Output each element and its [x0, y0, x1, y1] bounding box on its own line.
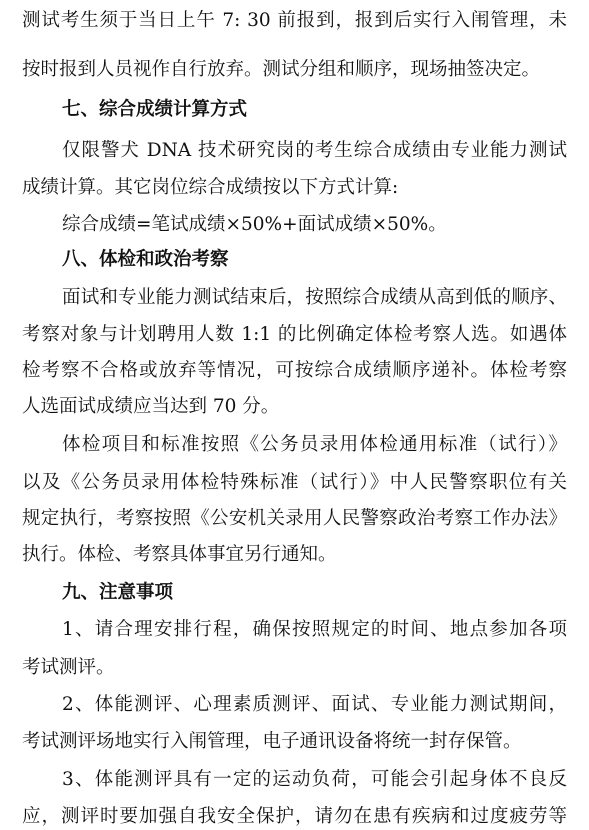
paragraph-line: 3、体能测评具有一定的运动负荷，可能会引起身体不良反 — [62, 769, 567, 790]
paragraph-line: 规定执行，考察按照《公安机关录用人民警察政治考察工作办法》 — [22, 508, 567, 529]
paragraph-line: 考察对象与计划聘用人数 1:1 的比例确定体检考察人选。如遇体 — [22, 324, 567, 345]
section-heading: 八、体检和政治考察 — [62, 249, 229, 270]
paragraph-line: 考试测评。 — [22, 657, 115, 678]
paragraph-line: 执行。体检、考察具体事宜另行通知。 — [22, 544, 337, 565]
paragraph-line: 测试考生须于当日上午 7: 30 前报到，报到后实行入闱管理，未 — [22, 10, 567, 31]
paragraph-line: 1、请合理安排行程，确保按照规定的时间、地点参加各项 — [62, 619, 567, 640]
paragraph-line: 仅限警犬 DNA 技术研究岗的考生综合成绩由专业能力测试 — [62, 140, 567, 161]
section-heading: 七、综合成绩计算方式 — [62, 99, 248, 120]
paragraph-line: 考试测评场地实行入闱管理，电子通讯设备将统一封存保管。 — [22, 731, 522, 752]
paragraph-line: 以及《公务员录用体检特殊标准（试行）》中人民警察职位有关 — [22, 472, 567, 493]
paragraph-line: 按时报到人员视作自行放弃。测试分组和顺序，现场抽签决定。 — [22, 59, 541, 80]
section-heading: 九、注意事项 — [62, 582, 174, 603]
paragraph-line: 应，测评时要加强自我安全保护，请勿在患有疾病和过度疲劳等 — [22, 806, 567, 827]
paragraph-line: 2、体能测评、心理素质测评、面试、专业能力测试期间， — [62, 694, 567, 715]
paragraph-line: 成绩计算。其它岗位综合成绩按以下方式计算: — [22, 177, 399, 198]
paragraph-line: 综合成绩=笔试成绩×50%+面试成绩×50%。 — [62, 214, 447, 235]
paragraph-line: 人选面试成绩应当达到 70 分。 — [22, 396, 280, 417]
paragraph-line: 检考察不合格或放弃等情况，可按综合成绩顺序递补。体检考察 — [22, 360, 567, 381]
paragraph-line: 体检项目和标准按照《公务员录用体检通用标准（试行）》 — [62, 434, 567, 455]
paragraph-line: 面试和专业能力测试结束后，按照综合成绩从高到低的顺序、 — [62, 287, 567, 308]
